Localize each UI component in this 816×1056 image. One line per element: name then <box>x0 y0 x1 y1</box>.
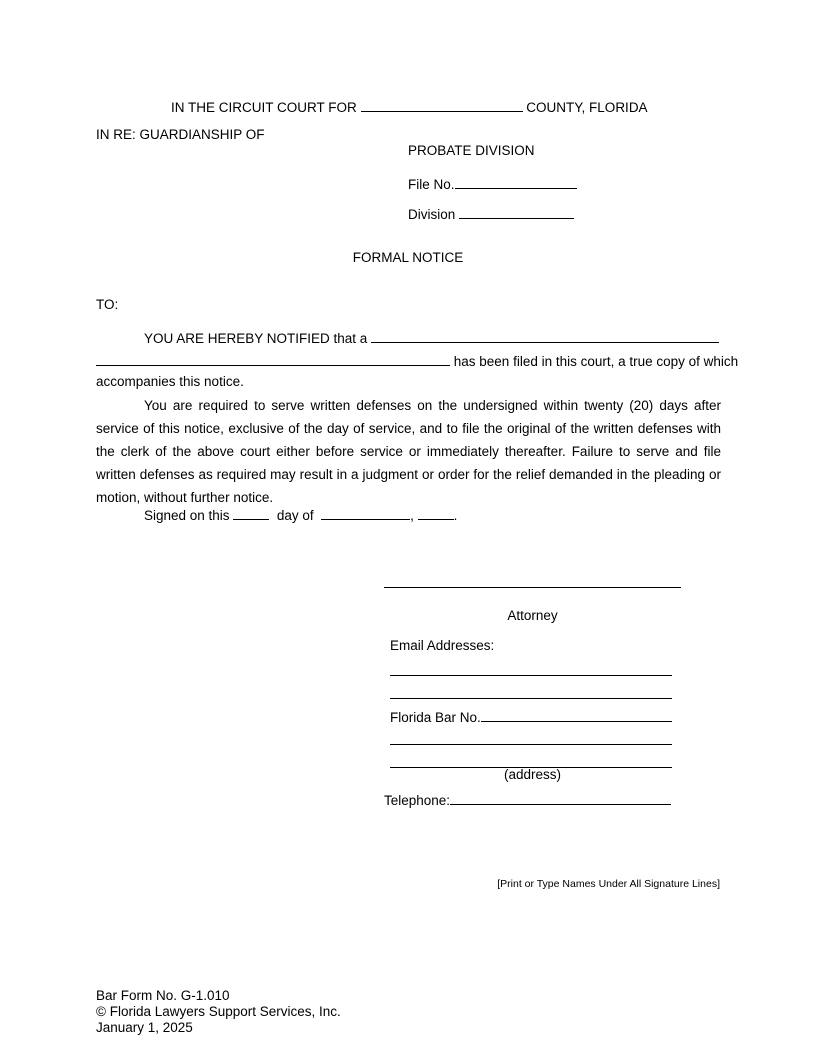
division-label: Division <box>408 207 456 222</box>
in-re-label: IN RE: GUARDIANSHIP OF <box>96 127 265 142</box>
division-name: PROBATE DIVISION <box>408 143 535 158</box>
telephone-blank[interactable] <box>450 790 671 805</box>
pleading-blank-1[interactable] <box>371 328 719 343</box>
signed-comma: , <box>410 508 414 523</box>
notice-line-2 <box>96 351 738 370</box>
form-number: Bar Form No. G-1.010 <box>96 988 230 1003</box>
signed-prefix: Signed on this <box>144 508 230 523</box>
telephone-label: Telephone: <box>384 793 451 808</box>
address-line-1[interactable] <box>390 744 672 745</box>
attorney-signature-line[interactable] <box>384 587 681 588</box>
division-row <box>408 204 574 223</box>
day-of-label: day of <box>276 508 314 523</box>
file-no-blank[interactable] <box>455 174 577 189</box>
day-blank[interactable] <box>233 505 269 520</box>
file-no-label: File No. <box>408 177 455 192</box>
notice-line-3: accompanies this notice. <box>96 374 244 389</box>
court-suffix: COUNTY, FLORIDA <box>526 100 648 115</box>
division-blank[interactable] <box>459 204 574 219</box>
month-blank[interactable] <box>321 505 410 520</box>
signed-line <box>144 505 457 524</box>
file-no-row <box>408 174 577 193</box>
defenses-paragraph-text: You are required to serve written defenses on the undersigned within twenty (20) days after service of this notice, exclusive of the day of service, and to file the original of the written defenses with the clerk of the above court either before service or immediately thereafter. Failure to serve and file written defenses as required may result in a judgment or order for the relief demanded in the pleading or motion, without further notice. <box>96 398 721 505</box>
bar-no-row <box>390 707 672 726</box>
defenses-paragraph <box>96 394 721 509</box>
to-label: TO: <box>96 297 119 312</box>
notice-line-1 <box>144 328 719 347</box>
address-label: (address) <box>503 767 562 782</box>
year-blank[interactable] <box>418 505 454 520</box>
bar-no-blank[interactable] <box>481 707 672 722</box>
bar-no-label: Florida Bar No. <box>390 710 481 725</box>
notice-line-2-suffix: has been filed in this court, a true copy of which <box>453 354 739 369</box>
document-title: FORMAL NOTICE <box>352 250 464 265</box>
notice-line-1-prefix: YOU ARE HEREBY NOTIFIED that a <box>144 331 368 346</box>
pleading-blank-2[interactable] <box>96 351 450 366</box>
print-note: [Print or Type Names Under All Signature Lines] <box>497 878 720 890</box>
court-prefix: IN THE CIRCUIT COURT FOR <box>171 100 357 115</box>
email-line-2[interactable] <box>390 698 672 699</box>
court-caption <box>171 97 648 116</box>
form-footer <box>96 988 341 1036</box>
county-blank[interactable] <box>361 97 523 112</box>
copyright-line: © Florida Lawyers Support Services, Inc. <box>96 1004 341 1019</box>
telephone-row <box>384 790 671 809</box>
email-line-1[interactable] <box>390 675 672 676</box>
form-date: January 1, 2025 <box>96 1020 193 1035</box>
email-label: Email Addresses: <box>390 638 495 653</box>
signed-period: . <box>453 508 458 523</box>
attorney-label: Attorney <box>507 608 558 623</box>
